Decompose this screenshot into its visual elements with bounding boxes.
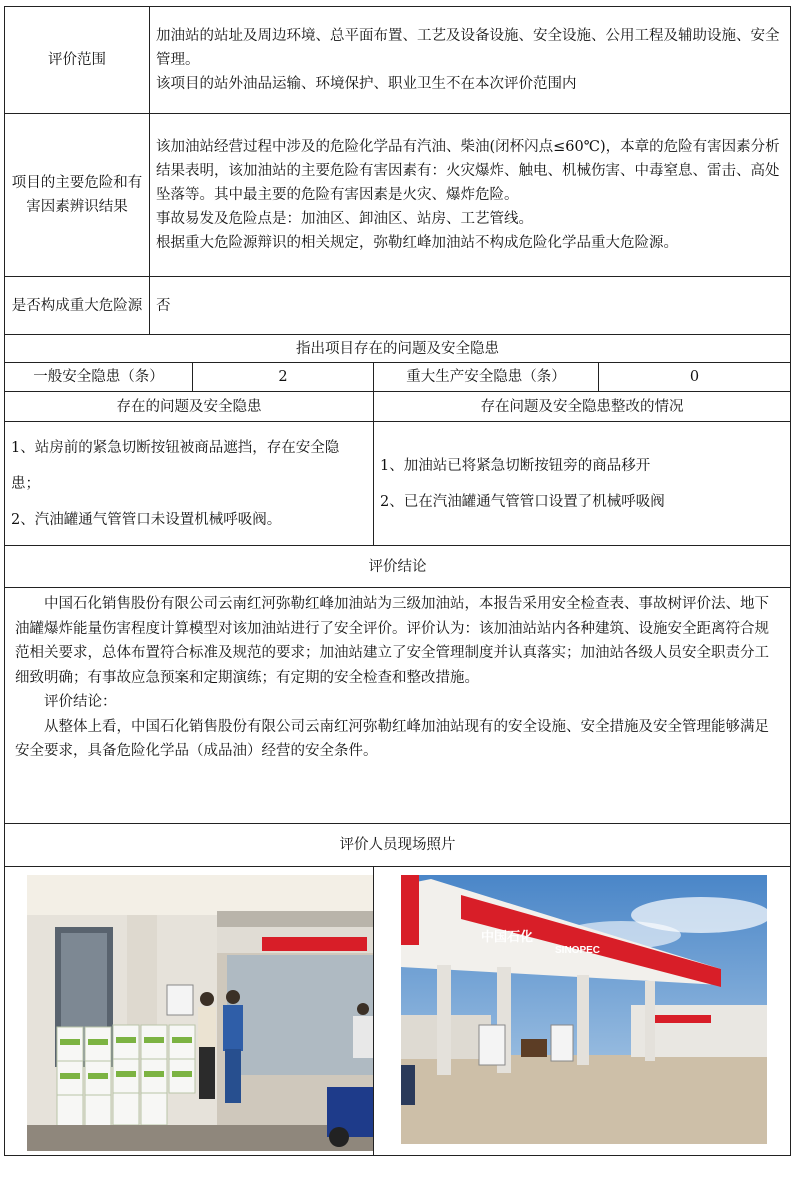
conclusion-paragraph: 中国石化销售股份有限公司云南红河弥勒红峰加油站为三级加油站，本报告采用安全检查表、事故树评价法、地下油罐爆炸能量伤害程度计算模型对该加油站进行了安全评价。评价认为：该加油站站内各种建筑、设施安全距离符合规范相关要求，总体布置符合标准及规范的要求；加油站建立了安全管理制度并认真落实；加油站各级人员安全职责分工细致明确；有事故应急预案和定期演练；有定期的安全检查和整改措施。 [15, 596, 769, 686]
hazards-line: 根据重大危险源辩识的相关规定，弥勒红峰加油站不构成危险化学品重大危险源。 [156, 235, 678, 251]
fix-item: 1、加油站已将紧急切断按钮旁的商品移开 [380, 457, 651, 474]
problems-list [5, 422, 374, 546]
hazards-line: 事故易发及危险点是：加油区、卸油区、站房、工艺管线。 [156, 211, 533, 227]
station-shop-photo [27, 875, 373, 1151]
scope-row [5, 7, 791, 114]
major-hazard-count: 0 [599, 363, 791, 392]
scope-line: 加油站的站址及周边环境、总平面布置、工艺及设备设施、安全设施、公用工程及辅助设施、安全管理。 [156, 28, 780, 68]
hazards-content [150, 114, 791, 277]
photos-row [5, 867, 791, 1156]
hazards-line: 该加油站经营过程中涉及的危险化学品有汽油、柴油(闭杯闪点≤60℃)，本章的危险有害因素分析结果表明，该加油站的主要危险有害因素有：火灾爆炸、触电、机械伤害、中毒窒息、雷击、高处坠落等。其中最主要的危险有害因素是火灾、爆炸危险。 [156, 139, 780, 203]
issues-left-header: 存在的问题及安全隐患 [5, 392, 374, 422]
general-hazard-label: 一般安全隐患（条） [5, 363, 193, 392]
major-hazard-value: 否 [150, 277, 791, 335]
photo-cell-left [5, 867, 374, 1156]
issues-row [5, 422, 791, 546]
canopy-brand-en: SINOPEC [555, 945, 601, 956]
problem-item: 1、站房前的紧急切断按钮被商品遮挡，存在安全隐患； [11, 439, 340, 492]
photo-cell-right [374, 867, 791, 1156]
scope-content [150, 7, 791, 114]
conclusion-paragraph: 从整体上看，中国石化销售股份有限公司云南红河弥勒红峰加油站现有的安全设施、安全措施及安全管理能够满足安全要求，具备危险化学品（成品油）经营的安全条件。 [15, 718, 769, 759]
general-hazard-count: 2 [193, 363, 374, 392]
major-hazard-row [5, 277, 791, 335]
major-hazard-label: 是否构成重大危险源 [5, 277, 150, 335]
conclusion-header: 评价结论 [5, 546, 791, 588]
fix-item: 2、已在汽油罐通气管管口设置了机械呼吸阀 [380, 493, 665, 510]
conclusion-content [5, 588, 791, 824]
major-hazard-count-label: 重大生产安全隐患（条） [374, 363, 599, 392]
scope-line: 该项目的站外油品运输、环境保护、职业卫生不在本次评价范围内 [156, 76, 577, 92]
hazards-label: 项目的主要危险和有害因素辨识结果 [5, 114, 150, 277]
station-canopy-photo [401, 875, 767, 1144]
issues-right-header: 存在问题及安全隐患整改的情况 [374, 392, 791, 422]
evaluation-document [4, 6, 790, 1156]
fixes-list [374, 422, 791, 546]
problem-item: 2、汽油罐通气管管口未设置机械呼吸阀。 [11, 511, 282, 528]
evaluation-table [4, 6, 791, 1156]
problems-header: 指出项目存在的问题及安全隐患 [5, 335, 791, 363]
hazards-row [5, 114, 791, 277]
counts-row [5, 363, 791, 392]
photos-header: 评价人员现场照片 [5, 824, 791, 867]
conclusion-subhead: 评价结论： [44, 694, 117, 710]
scope-label: 评价范围 [5, 7, 150, 114]
canopy-brand-cn: 中国石化 [481, 929, 534, 944]
